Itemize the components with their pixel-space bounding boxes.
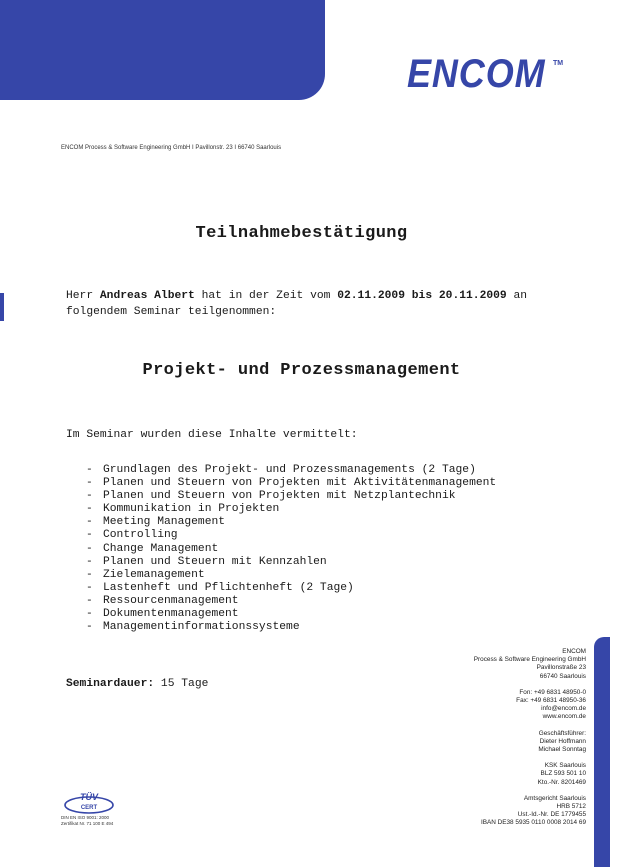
topic-item — [86, 582, 496, 595]
topic-dash: - — [86, 477, 93, 490]
bank-blz: BLZ 593 501 10 — [540, 770, 586, 778]
topic-dash: - — [86, 503, 93, 516]
header-banner — [0, 0, 325, 100]
topic-dash: - — [86, 594, 93, 607]
topic-dash: - — [86, 608, 93, 621]
topic-dash: - — [86, 529, 93, 542]
topic-dash: - — [86, 516, 93, 529]
company-street: Pavillonstraße 23 — [536, 664, 586, 672]
company-email: info@encom.de — [541, 705, 586, 713]
intro-line-2: folgendem Seminar teilgenommen: — [66, 306, 277, 318]
duration-value: 15 Tage — [160, 678, 209, 690]
topic-dash: - — [86, 464, 93, 476]
company-city: 66740 Saarlouis — [539, 672, 586, 680]
tuv-seal-sub: CERT — [80, 805, 98, 811]
intro-bis: bis — [405, 290, 439, 302]
date-from: 02.11.2009 — [337, 290, 405, 302]
topic-dash: - — [86, 555, 93, 568]
topic-text: Grundlagen des Projekt- und Prozessmanagements (2 Tage) — [103, 464, 476, 476]
intro-mid: hat in der Zeit vom — [194, 290, 338, 302]
topic-text: Managementinformationssysteme — [103, 621, 300, 634]
certification-number: Zertifikat Nr. 71 100 E 494 — [61, 820, 114, 826]
company-phone: Fon: +49 6831 48950-0 — [519, 688, 586, 696]
topic-item — [86, 477, 496, 490]
topic-text: Planen und Steuern mit Kennzahlen — [103, 555, 327, 568]
seminar-duration — [66, 678, 208, 690]
register-hrb: HRB 5712 — [556, 803, 586, 811]
topic-text: Lastenheft und Pflichtenheft (2 Tage) — [103, 581, 354, 594]
topic-item — [86, 516, 496, 529]
topic-text: Meeting Management — [103, 516, 226, 529]
encom-logo: ENCOM — [407, 52, 546, 96]
topic-list — [86, 464, 496, 634]
topic-text: Kommunikation in Projekten — [103, 503, 280, 516]
tuv-cert-seal-icon — [61, 790, 121, 816]
certification-details — [61, 815, 113, 826]
bank-account: Kto.-Nr. 8201469 — [537, 778, 586, 786]
duration-label: Seminardauer: — [66, 678, 155, 690]
tuv-seal-text: TÜV — [80, 792, 98, 802]
intro-prefix: Herr — [66, 290, 100, 302]
content-heading: Im Seminar wurden diese Inhalte vermittelt: — [66, 429, 358, 441]
topic-item — [86, 503, 496, 516]
topic-item — [86, 490, 496, 503]
topic-item — [86, 621, 496, 634]
management-label: Geschäftsführer: — [538, 729, 586, 737]
topic-text: Zielemanagement — [103, 568, 205, 581]
company-info — [474, 648, 586, 828]
document-title: Teilnahmebestätigung — [195, 224, 408, 243]
certification-norm: DIN EN ISO 9001: 2000 — [61, 815, 110, 820]
topic-text: Dokumentenmanagement — [103, 608, 239, 621]
topic-item — [86, 569, 496, 582]
vat-id: Ust.-Id.-Nr. DE 1779455 — [517, 811, 586, 819]
logo-trademark: TM — [553, 60, 564, 67]
manager-1: Dieter Hoffmann — [539, 737, 586, 745]
topic-dash: - — [86, 542, 93, 555]
fold-mark — [0, 293, 4, 321]
topic-item — [86, 595, 496, 608]
topic-item — [86, 556, 496, 569]
intro-suffix: an — [506, 290, 528, 302]
sender-address-line: ENCOM Process & Software Engineering GmbH I Pavillonstr. 23 I 66740 Saarlouis — [61, 145, 282, 151]
topic-item — [86, 529, 496, 542]
bank-name: KSK Saarlouis — [544, 762, 586, 770]
topic-item — [86, 464, 496, 477]
manager-2: Michael Sonntag — [538, 746, 586, 754]
topic-dash: - — [86, 581, 93, 594]
topic-item — [86, 543, 496, 556]
topic-text: Change Management — [103, 542, 219, 555]
date-to: 20.11.2009 — [438, 290, 507, 302]
register-court: Amtsgericht Saarlouis — [523, 794, 586, 802]
topic-text: Controlling — [103, 529, 178, 542]
company-web: www.encom.de — [542, 713, 586, 721]
footer-accent-bar — [594, 637, 610, 867]
company-full-name: Process & Software Engineering GmbH — [473, 656, 586, 664]
topic-text: Ressourcenmanagement — [103, 594, 239, 607]
participant-name: Andreas Albert — [99, 290, 195, 302]
topic-dash: - — [86, 621, 93, 634]
topic-item — [86, 608, 496, 621]
company-fax: Fax: +49 6831 48950-36 — [516, 697, 586, 705]
topic-dash: - — [86, 568, 93, 581]
company-name: ENCOM — [562, 648, 586, 655]
iban: IBAN DE38 5935 0110 0008 2014 69 — [480, 819, 586, 827]
seminar-title: Projekt- und Prozessmanagement — [142, 361, 461, 380]
topic-dash: - — [86, 490, 93, 503]
topic-text: Planen und Steuern von Projekten mit Aktivitätenmanagement — [103, 477, 497, 490]
intro-paragraph — [66, 288, 527, 320]
topic-text: Planen und Steuern von Projekten mit Netzplantechnik — [103, 490, 456, 503]
